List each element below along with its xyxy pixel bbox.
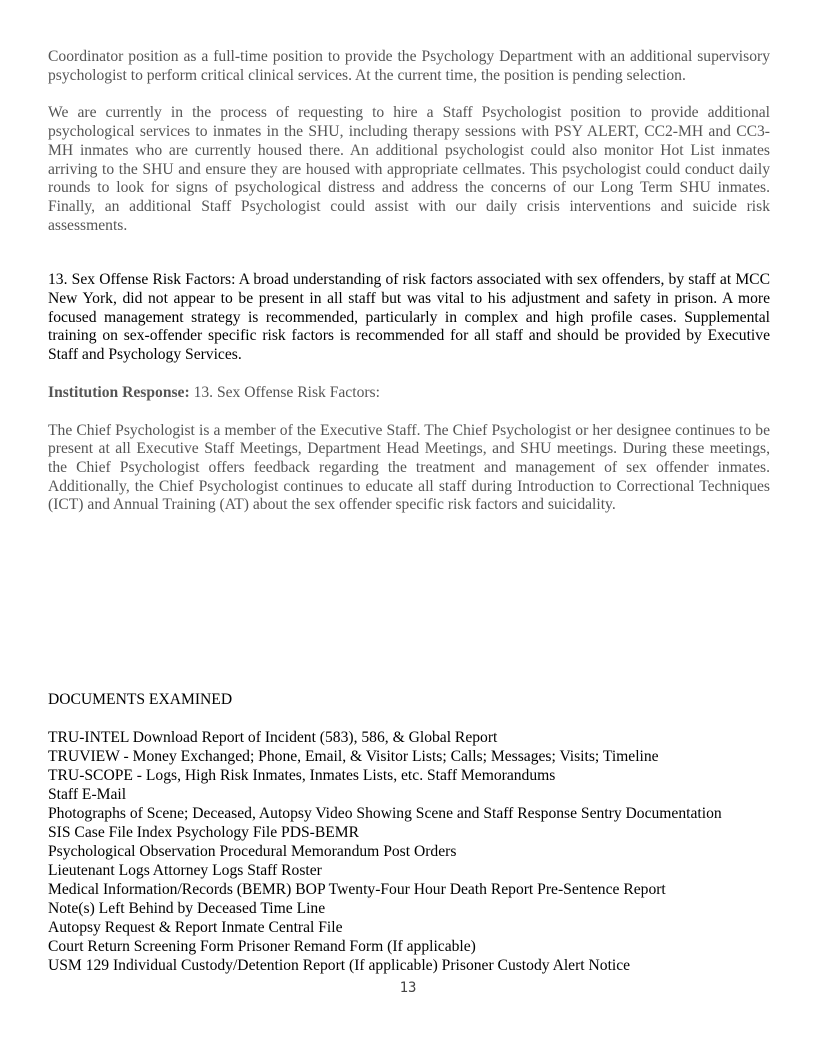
document-list-item: TRUVIEW - Money Exchanged; Phone, Email, & Visitor Lists; Calls; Messages; Visits; Timeline [48, 748, 659, 765]
document-list-item: TRU-SCOPE - Logs, High Risk Inmates, Inmates Lists, etc. Staff Memorandums [48, 767, 556, 784]
documents-examined-section [48, 690, 788, 975]
documents-examined-heading: DOCUMENTS EXAMINED [48, 691, 233, 708]
document-list-item: Note(s) Left Behind by Deceased Time Line [48, 900, 326, 917]
paragraph-coordinator-position: Coordinator position as a full-time position to provide the Psychology Department with an additional supervisory psychologist to perform critical clinical services. At the current time, the position is pending selection. [48, 48, 770, 84]
document-list-item: Staff E-Mail [48, 786, 127, 803]
paragraph-staff-psychologist-request: We are currently in the process of requesting to hire a Staff Psychologist position to provide additional psychological services to inmates in the SHU, including therapy sessions with PSY ALERT, CC2-MH and CC3-MH inmates who are currently housed there. An additional psychologist could also monitor Hot List inmates arriving to the SHU and ensure they are housed with appropriate cellmates. This psychologist could conduct daily rounds to look for signs of psychological distress and address the concerns of our Long Term SHU inmates. Finally, an additional Staff Psychologist could assist with our daily crisis interventions and suicide risk assessments. [48, 104, 770, 234]
document-list-item: Psychological Observation Procedural Memorandum Post Orders [48, 843, 457, 860]
document-list-item: USM 129 Individual Custody/Detention Report (If applicable) Prisoner Custody Alert Notice [48, 957, 631, 974]
document-list-item: Court Return Screening Form Prisoner Remand Form (If applicable) [48, 938, 476, 955]
document-page [48, 48, 770, 515]
document-list-item: SIS Case File Index Psychology File PDS-BEMR [48, 824, 360, 841]
document-list-item: Photographs of Scene; Deceased, Autopsy Video Showing Scene and Staff Response Sentry Documentation [48, 805, 722, 822]
document-list-item: Lieutenant Logs Attorney Logs Staff Roster [48, 862, 322, 879]
document-list-item: Medical Information/Records (BEMR) BOP Twenty-Four Hour Death Report Pre-Sentence Report [48, 881, 666, 898]
documents-list [48, 728, 788, 975]
paragraph-sex-offense-risk-factors: 13. Sex Offense Risk Factors: A broad understanding of risk factors associated with sex offenders, by staff at MCC New York, did not appear to be present in all staff but was vital to his adjustment and safety in prison. A more focused management strategy is recommended, particularly in complex and high profile cases. Supplemental training on sex-offender specific risk factors is recommended for all staff and should be provided by Executive Staff and Psychology Services. [48, 271, 770, 364]
institution-response-label: Institution Response: [48, 383, 190, 401]
page-number: 13 [399, 980, 417, 996]
document-list-item: Autopsy Request & Report Inmate Central File [48, 919, 343, 936]
paragraph-chief-psychologist-response: The Chief Psychologist is a member of the Executive Staff. The Chief Psychologist or her designee continues to be present at all Executive Staff Meetings, Department Head Meetings, and SHU meetings. During these meetings, the Chief Psychologist offers feedback regarding the treatment and management of sex offender inmates. Additionally, the Chief Psychologist continues to educate all staff during Introduction to Correctional Techniques (ICT) and Annual Training (AT) about the sex offender specific risk factors and suicidality. [48, 421, 770, 514]
document-list-item: TRU-INTEL Download Report of Incident (583), 586, & Global Report [48, 729, 498, 746]
institution-response-heading [48, 384, 770, 403]
institution-response-topic: 13. Sex Offense Risk Factors: [189, 383, 380, 401]
